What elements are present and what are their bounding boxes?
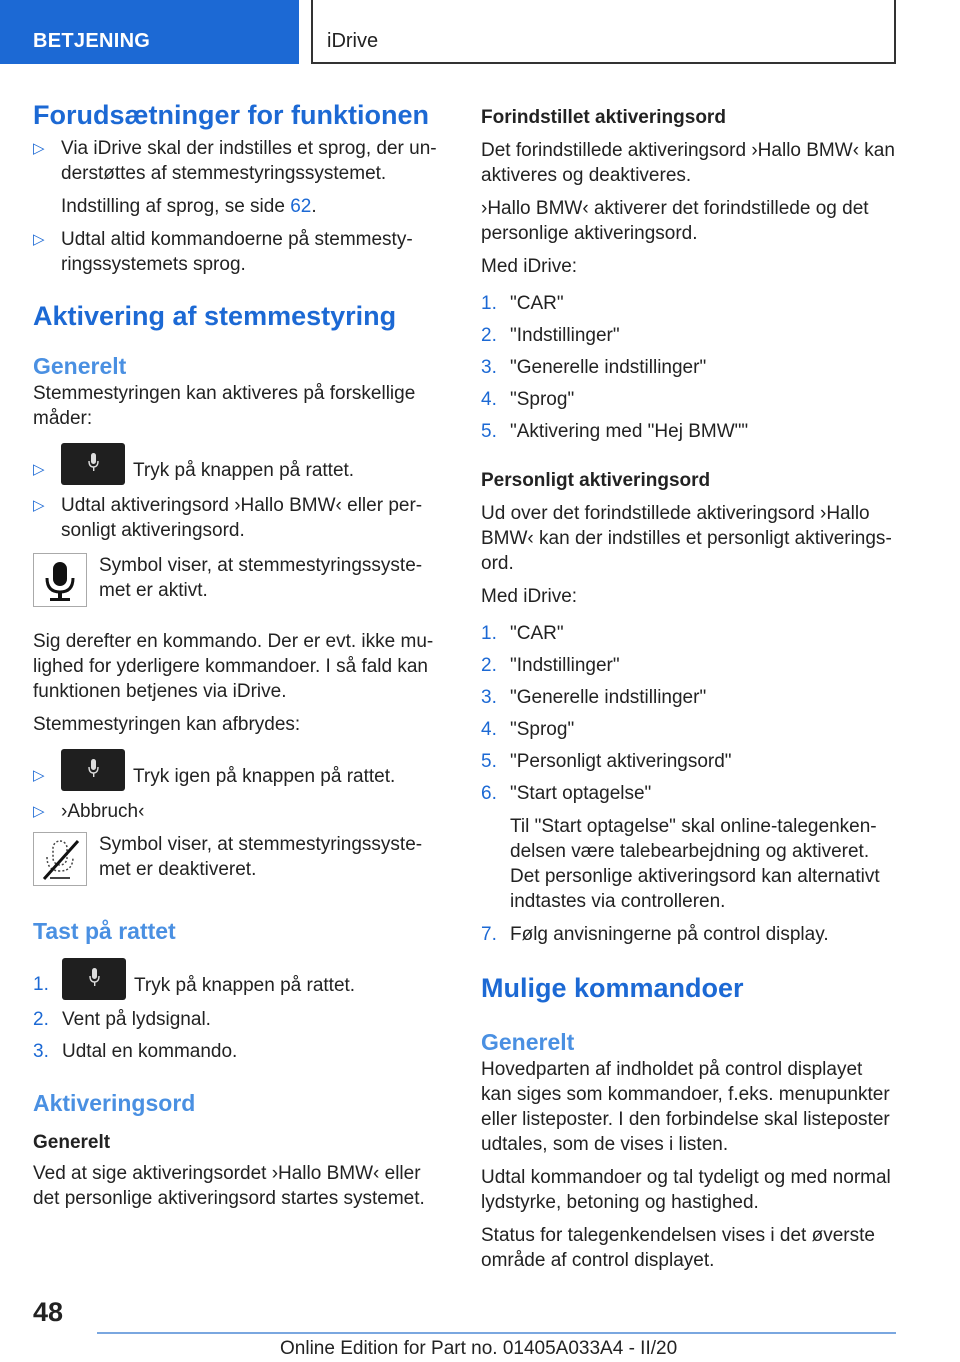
list-item-text: "Sprog" xyxy=(510,719,575,740)
step-number: 2. xyxy=(481,325,497,346)
footer-edition: Online Edition for Part no. 01405A033A4 - II/20 xyxy=(280,1338,678,1359)
list-item xyxy=(481,749,896,774)
list-item-text: "Indstillinger" xyxy=(510,655,620,676)
chapter-title: iDrive xyxy=(327,30,379,52)
step-number: 1. xyxy=(481,293,497,314)
list-item xyxy=(33,227,438,277)
page-link[interactable]: 62 xyxy=(290,196,312,217)
list-item-text: "Indstillinger" xyxy=(510,325,620,346)
preset-with: Med iDrive: xyxy=(481,256,578,277)
right-column xyxy=(481,105,896,1273)
step-number: 5. xyxy=(481,751,497,772)
heading-personal: Personligt aktiveringsord xyxy=(481,470,711,491)
triangle-bullet-icon: ▷ xyxy=(33,140,45,157)
list-item-text: "Aktivering med "Hej BMW"" xyxy=(510,421,749,442)
left-column xyxy=(33,98,438,1211)
list-item xyxy=(33,763,438,791)
page-number: 48 xyxy=(33,1297,64,1327)
heading-activation-word: Aktiveringsord xyxy=(33,1090,196,1116)
personal-with: Med iDrive: xyxy=(481,586,578,607)
cancel-text: Stemmestyringen kan afbrydes: xyxy=(33,714,301,735)
section-title: BETJENING xyxy=(33,30,151,52)
list-item xyxy=(33,493,438,543)
preset-text-1: Det forindstillede aktiveringsord ›Hallo BMW‹ kan aktiveres og deaktiveres. xyxy=(481,140,895,186)
microphone-active-icon xyxy=(34,554,88,608)
list-item-text: "Start optagelse" xyxy=(510,783,652,804)
heading-general: Generelt xyxy=(33,353,127,379)
steering-wheel-voice-button xyxy=(61,749,125,791)
triangle-bullet-icon: ▷ xyxy=(33,461,45,478)
steering-wheel-voice-button xyxy=(61,443,125,485)
triangle-bullet-icon: ▷ xyxy=(33,803,45,820)
list-item xyxy=(33,457,438,485)
after-text: Sig derefter en kommando. Der er evt. ikke mulighed for yderligere kommandoer. I så fald kan funktionen betjenes via iDrive. xyxy=(33,631,434,702)
list-item-text: Tryk igen på knappen på rattet. xyxy=(133,766,396,788)
activation-word-text: Ved at sige aktiveringsordet ›Hallo BMW‹ eller det personlige aktiveringsord startes systemet. xyxy=(33,1163,425,1209)
list-item xyxy=(481,621,896,646)
voice-inactive-symbol xyxy=(33,832,87,886)
list-item-text: Udtal aktiveringsord ›Hallo BMW‹ eller personligt aktiveringsord. xyxy=(61,495,423,541)
heading-activation-word-general: Generelt xyxy=(33,1132,111,1153)
list-item-text: Følg anvisningerne på control display. xyxy=(510,924,829,945)
step-number: 3. xyxy=(481,357,497,378)
list-item-text: Udtal en kommando. xyxy=(62,1041,238,1062)
symbol-inactive-text: Symbol viser, at stemmestyringssystemet er deaktiveret. xyxy=(99,834,423,880)
prereq-sub xyxy=(33,194,438,219)
step-number: 4. xyxy=(481,389,497,410)
heading-commands: Mulige kommandoer xyxy=(481,973,744,1003)
footer-divider xyxy=(97,1332,896,1334)
list-item xyxy=(481,781,896,806)
microphone-icon xyxy=(89,968,100,988)
voice-active-symbol xyxy=(33,553,87,607)
list-item-text: Tryk på knappen på rattet. xyxy=(134,975,356,997)
step-number: 1. xyxy=(481,623,497,644)
list-item xyxy=(481,653,896,678)
step-number: 7. xyxy=(481,924,497,945)
list-item-text: "Generelle indstillinger" xyxy=(510,357,707,378)
step-number: 2. xyxy=(33,1009,49,1030)
list-item-text: "CAR" xyxy=(510,623,564,644)
preset-steps xyxy=(481,291,896,444)
list-item-text: "Sprog" xyxy=(510,389,575,410)
list-item xyxy=(33,136,438,186)
symbol-row-inactive xyxy=(33,832,438,892)
list-item xyxy=(481,717,896,742)
step-number: 6. xyxy=(481,783,497,804)
step-number: 3. xyxy=(481,687,497,708)
prereq-sub-text: Indstilling af sprog, se side xyxy=(61,196,291,217)
microphone-icon xyxy=(88,453,99,473)
triangle-bullet-icon: ▷ xyxy=(33,767,45,784)
list-item xyxy=(481,291,896,316)
commands-text-3: Status for talegenkendelsen vises i det øverste område af control displayet. xyxy=(481,1225,875,1271)
list-item xyxy=(481,355,896,380)
section-tab xyxy=(0,0,299,64)
list-item-text: Tryk på knappen på rattet. xyxy=(133,460,355,482)
list-item xyxy=(481,419,896,444)
list-item-text: "Generelle indstillinger" xyxy=(510,687,707,708)
list-item-text: ›Abbruch‹ xyxy=(61,801,145,822)
list-item-text: Vent på lydsignal. xyxy=(62,1009,211,1030)
symbol-active-text: Symbol viser, at stemmestyringssystemet er aktivt. xyxy=(99,555,423,601)
heading-preset: Forindstillet aktiveringsord xyxy=(481,107,726,128)
step-number: 3. xyxy=(33,1041,49,1062)
list-item-text: Via iDrive skal der indstilles et sprog, der understøttes af stemmestyringssystemet. xyxy=(61,138,437,184)
list-item-text: "CAR" xyxy=(510,293,564,314)
commands-text-1: Hovedparten af indholdet på control displayet kan siges som kommandoer, f.eks. menupunkter eller listeposter. I den forbindelse skal listeposter udtales, som de vises i listen. xyxy=(481,1059,890,1155)
steering-wheel-voice-button xyxy=(62,958,126,1000)
commands-text-2: Udtal kommandoer og tal tydeligt og med normal lydstyrke, betoning og hastighed. xyxy=(481,1167,891,1213)
symbol-row-active xyxy=(33,553,438,613)
chapter-tab xyxy=(311,0,896,64)
heading-commands-general: Generelt xyxy=(481,1029,575,1055)
step-number: 2. xyxy=(481,655,497,676)
preset-text-2: ›Hallo BMW‹ aktiverer det forindstillede og det personlige aktiveringsord. xyxy=(481,198,869,244)
list-item xyxy=(33,1039,438,1064)
personal-steps xyxy=(481,621,896,947)
heading-prerequisites: Forudsætninger for funktionen xyxy=(33,100,429,130)
personal-text: Ud over det forindstillede aktiveringsord ›Hallo BMW‹ kan der indstilles et personligt aktiveringsord. xyxy=(481,503,892,574)
step-number: 1. xyxy=(33,974,49,995)
list-item xyxy=(33,972,438,1000)
triangle-bullet-icon: ▷ xyxy=(33,231,45,248)
heading-activation: Aktivering af stemmestyring xyxy=(33,301,397,331)
prereq-sub-end: . xyxy=(311,196,317,217)
list-item xyxy=(33,1007,438,1032)
list-item xyxy=(481,685,896,710)
list-item xyxy=(481,387,896,412)
step-number: 5. xyxy=(481,421,497,442)
list-item xyxy=(481,922,896,947)
list-item-text: "Personligt aktiveringsord" xyxy=(510,751,732,772)
list-item xyxy=(481,323,896,348)
heading-key: Tast på rattet xyxy=(33,918,176,944)
list-item-text: Udtal altid kommandoerne på stemmestyringssystemets sprog. xyxy=(61,229,413,275)
list-item xyxy=(33,799,438,824)
microphone-off-icon xyxy=(34,833,88,887)
step-number: 4. xyxy=(481,719,497,740)
general-text: Stemmestyringen kan aktiveres på forskellige måder: xyxy=(33,383,416,429)
microphone-icon xyxy=(88,759,99,779)
step6-note: Til "Start optagelse" skal online-talegenkendelsen være talebearbejdning og aktiveret. Det personlige aktiveringsord kan alternativt indtastes via controlleren. xyxy=(510,816,880,912)
triangle-bullet-icon: ▷ xyxy=(33,497,45,514)
